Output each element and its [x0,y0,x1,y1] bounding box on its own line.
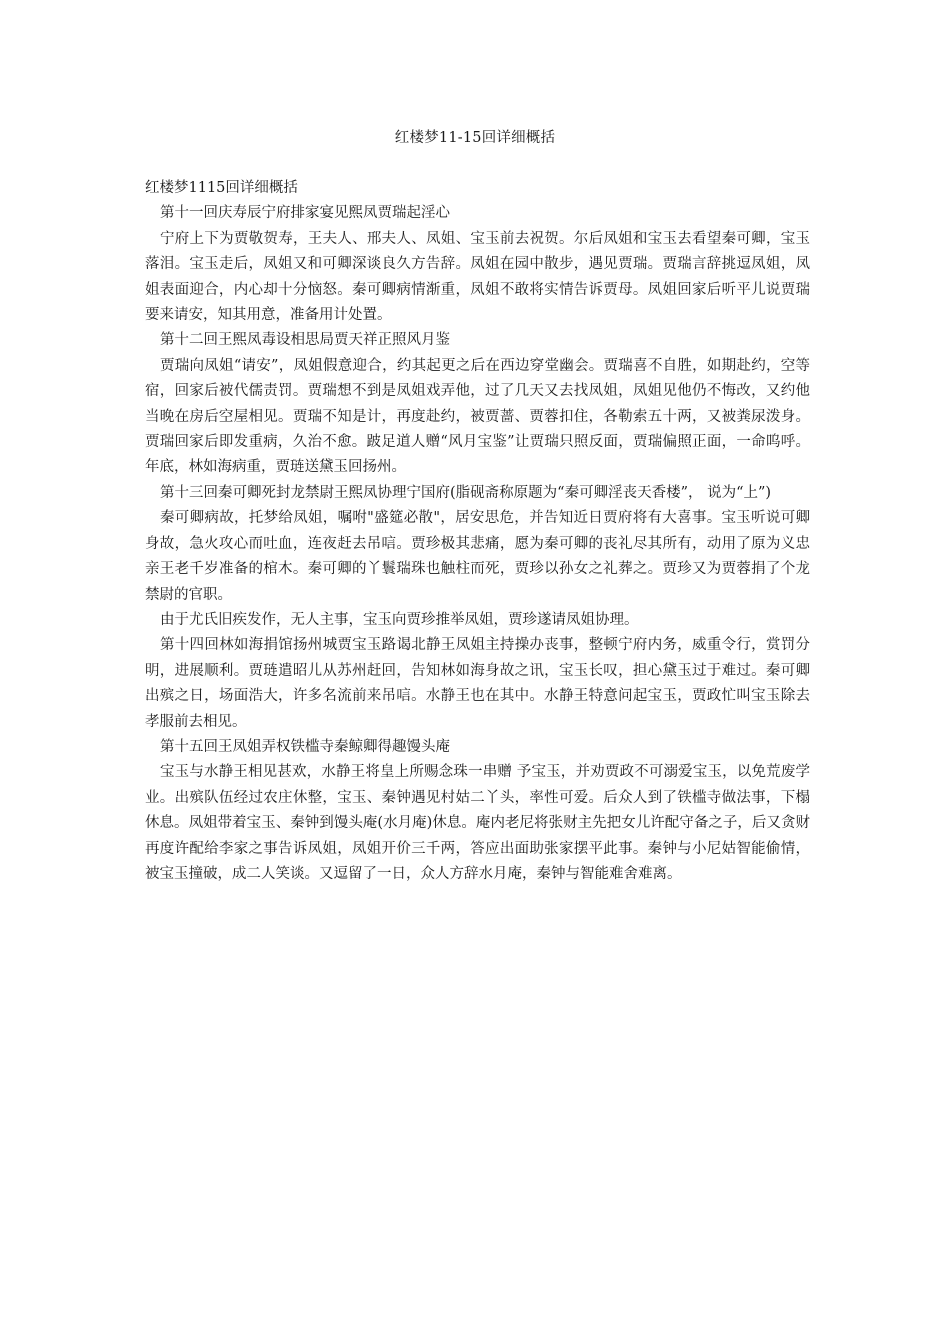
chapter-heading-13: 第十三回秦可卿死封龙禁尉王熙凤协理宁国府(脂砚斋称原题为“秦可卿淫丧天香楼”， 说为“上”) [160,484,772,501]
chapter-summary-11: 宁府上下为贾敬贺寿，王夫人、邢夫人、凤姐、宝玉前去祝贺。尔后凤姐和宝玉去看望秦可卿，宝玉落泪。宝玉走后，凤姐又和可卿深谈良久方告辞。凤姐在园中散步，遇见贾瑞。贾瑞言辞挑逗凤姐，凤姐表面迎合，内心却十分恼怒。秦可卿病情渐重，凤姐不敢将实情告诉贾母。凤姐回家后听平儿说贾瑞要来请安，知其用意，准备用计处置。 [145,230,810,324]
chapter-summary-12: 贾瑞向凤姐“请安”，凤姐假意迎合，约其起更之后在西边穿堂幽会。贾瑞喜不自胜，如期赴约，空等 宿，回家后被代儒责罚。贾瑞想不到是凤姐戏弄他，过了几天又去找凤姐，凤姐见他仍不悔改，又约他当晚在房后空屋相见。贾瑞不知是计，再度赴约，被贾蔷、贾蓉扣住，各勒索五十两，又被粪尿泼身。贾瑞回家后即发重病，久治不愈。跛足道人赠“风月宝鉴”让贾瑞只照反面，贾瑞偏照正面，一命呜呼。年底，林如海病重，贾琏送黛玉回扬州。 [145,357,810,476]
chapter-summary-13-continued: 由于尤氏旧疾发作，无人主事，宝玉向贾珍推举凤姐，贾珍遂请凤姐协理。 [160,611,639,628]
document-title: 红楼梦11-15回详细概括 [394,130,556,146]
chapter-heading-12: 第十二回王熙凤毒设相思局贾天祥正照风月鉴 [160,332,450,349]
document-body [145,176,810,887]
chapter-heading-15: 第十五回王凤姐弄权铁槛寺秦鲸卿得趣馒头庵 [160,738,450,755]
chapter-summary-13: 秦可卿病故，托梦给凤姐，嘱咐"盛筵必散"，居安思危，并告知近日贾府将有大喜事。宝玉听说可卿身故，急火攻心而吐血，连夜赶去吊唁。贾珍极其悲痛，愿为秦可卿的丧礼尽其所有，动用了原为义忠亲王老千岁准备的棺木。秦可卿的丫鬟瑞珠也触柱而死，贾珍以孙女之礼葬之。贾珍又为贾蓉捐了个龙禁尉的官职。 [145,510,810,603]
document-subtitle: 红楼梦1115回详细概括 [145,180,298,196]
chapter-heading-11: 第十一回庆寿辰宁府排家宴见熙凤贾瑞起淫心 [160,205,450,222]
chapter-heading-14-with-summary: 第十四回林如海捐馆扬州城贾宝玉路谒北静王凤姐主持操办丧事，整顿宁府内务，威重令行，赏罚分明，进展顺利。贾琏遣昭儿从苏州赶回，告知林如海身故之讯，宝玉长叹，担心黛玉过于难过。秦可卿出殡之日，场面浩大，许多名流前来吊唁。水静王也在其中。水静王特意问起宝玉，贾政忙叫宝玉除去孝服前去相见。 [145,637,810,730]
chapter-summary-15: 宝玉与水静王相见甚欢，水静王将皇上所赐念珠一串赠 予宝玉，并劝贾政不可溺爱宝玉，以免荒废学业。出殡队伍经过农庄休整，宝玉、秦钟遇见村姑二丫头，率性可爱。后众人到了铁槛寺做法事，下榻休息。凤姐带着宝玉、秦钟到馒头庵(水月庵)休息。庵内老尼将张财主先把女儿许配守备之子，后又贪财再度许配给李家之事告诉凤姐，凤姐开价三千两，答应出面助张家摆平此事。秦钟与小尼姑智能偷情，被宝玉撞破，成二人笑谈。又逗留了一日，众人方辞水月庵，秦钟与智能难舍难离。 [145,764,810,882]
